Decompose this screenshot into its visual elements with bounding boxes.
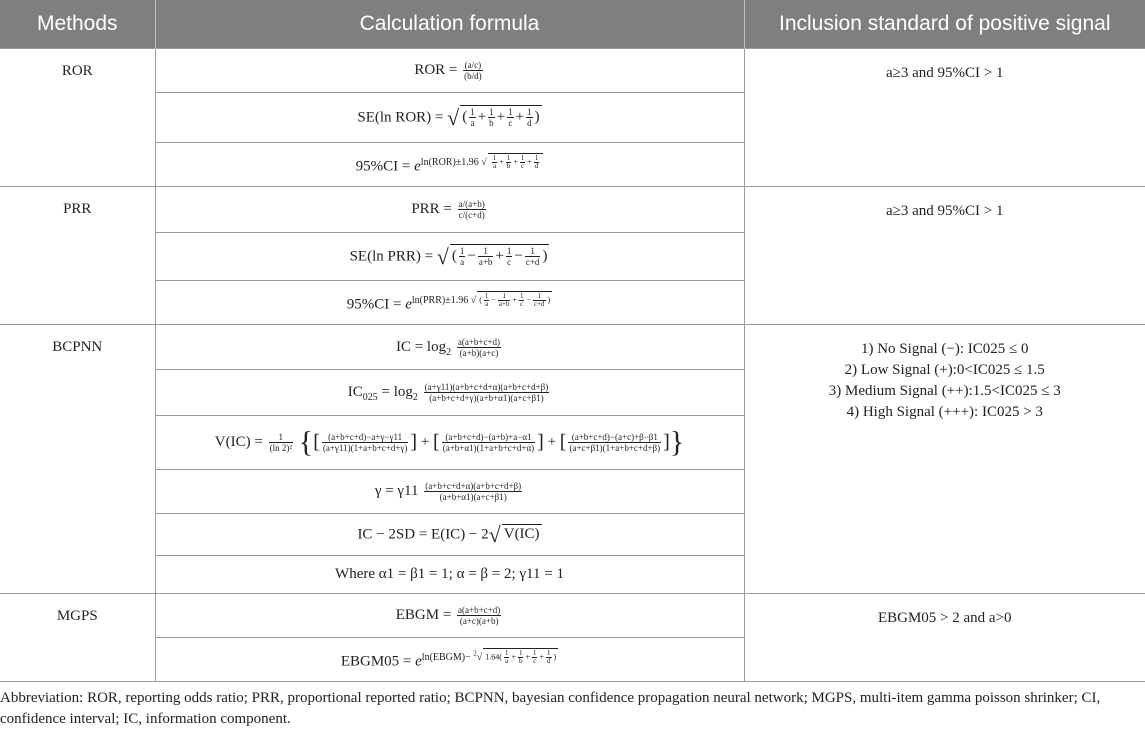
formula-se-ror [155, 93, 744, 143]
method-ror: ROR [0, 49, 155, 187]
formula-ror [155, 49, 744, 93]
formula-lhs: IC [348, 384, 363, 400]
formula-where: Where α1 = β1 = 1; α = β = 2; γ11 = 1 [155, 556, 744, 594]
standard-text: EBGM05 > 2 and a>0 [745, 608, 1145, 629]
sqrt-sign: √ [437, 244, 449, 269]
table-row [0, 49, 1145, 93]
formula-lhs: V(IC) = [215, 434, 263, 450]
formula-ic: IC = $\log_2$ $\frac{a(a+b+c+d)}{(a+b)(a+c)}$ [155, 325, 744, 370]
header-methods: Methods [0, 0, 155, 49]
fraction: $\frac{(a+b+c+d)-(a+c)+\beta-\beta 1}{(a+c+\beta 1)(1+a+b+c+d+\beta)}$ [568, 432, 661, 453]
formula-text: IC − 2SD = E(IC) − 2 [357, 526, 488, 542]
formula-lhs: PRR = [411, 201, 452, 217]
table-row [0, 187, 1145, 233]
method-prr: PRR [0, 187, 155, 325]
header-standard: Inclusion standard of positive signal [744, 0, 1145, 49]
formula-lhs: EBGM05 = [341, 654, 412, 670]
formula-lhs: SE(ln PRR) = [350, 248, 433, 264]
formula-lhs: EBGM = [396, 607, 452, 623]
formula-v-ic: V(IC) = $\frac{1}{\text{(ln 2)²}}$ {[ $\frac{(a+b+c+d)-a+\gamma-\gamma 11}{(a+\gamma 11)(1+a+b+c+d+\gamma)}$ ] + [ $\frac{(a+b+c+d)-(a+b)+a-\alpha 1}{(a+b+\alpha 1)(1+a+b+c+d+\alpha)}$ ] + [ $\frac{(a+b+c+d)-(a+c)+\beta-\beta 1}{(a+c+\beta 1)(1+a+b+c+d+\beta)}$ ]} [155, 416, 744, 470]
formula-ic025: $IC_{025} = \log_2$ $\frac{(a+\gamma 11)(a+b+c+d+\alpha)(a+b+c+d+\beta)}{(a+b+c+d+\gamma)(a+b+\alpha 1)(a+c+\beta 1)}$ [155, 370, 744, 416]
exponent: ln(EBGM)− [422, 652, 471, 663]
formula-prr [155, 187, 744, 233]
fraction: $\frac{(a/c)}{(b/d)}$ [463, 60, 483, 81]
sqrt-body: ( $\frac{1}{a}$ − $\frac{1}{a+b}$ + $\frac{1}{c}$ − $\frac{1}{c+d}$ ) [450, 244, 550, 267]
standard-text: a≥3 and 95%CI > 1 [745, 201, 1145, 222]
header-row [0, 0, 1145, 49]
standard-line: 1) No Signal (−): IC025 ≤ 0 [745, 339, 1145, 360]
standard-ror [744, 49, 1145, 187]
standard-bcpnn [744, 325, 1145, 594]
exponent: ln(ROR)±1.96 [421, 157, 479, 168]
standard-line: 2) Low Signal (+):0<IC025 ≤ 1.5 [745, 360, 1145, 381]
sqrt-sign: √ [447, 105, 459, 130]
formula-lhs: ROR = [414, 62, 457, 78]
formula-ci-ror: $95\%CI = e^{ln(ROR)\pm 1.96 √ \frac{1}{a} + \frac{1}{b} + \frac{1}{c} + \frac{1}{d}}$ [155, 143, 744, 187]
formula-lhs: 95%CI = [356, 159, 411, 175]
sqrt-body: V(IC) [502, 524, 542, 543]
standard-prr [744, 187, 1145, 325]
standard-text: a≥3 and 95%CI > 1 [745, 63, 1145, 84]
fraction: $\frac{a/(a+b)}{c/(c+d)}$ [458, 199, 486, 220]
fraction: $\frac{(a+b+c+d)-(a+b)+a-\alpha 1}{(a+b+\alpha 1)(1+a+b+c+d+\alpha)}$ [442, 432, 535, 453]
sqrt-sign: √ [489, 522, 501, 547]
standard-line: 4) High Signal (+++): IC025 > 3 [745, 402, 1145, 423]
formula-lhs: γ = γ11 [375, 483, 419, 499]
standard-mgps [744, 594, 1145, 682]
formula-ic-2sd [155, 514, 744, 556]
table-row [0, 594, 1145, 638]
fraction: $\frac{(a+b+c+d+\alpha)(a+b+c+d+\beta)}{(a+b+\alpha 1)(a+c+\beta 1)}$ [424, 481, 522, 502]
method-mgps: MGPS [0, 594, 155, 682]
formula-lhs: SE(ln ROR) = [357, 109, 443, 125]
formula-se-prr [155, 233, 744, 281]
formula-ebgm [155, 594, 744, 638]
abbreviation-footnote: Abbreviation: ROR, reporting odds ratio; PRR, proportional reported ratio; BCPNN, bayesian confidence propagation neural network; MGPS, multi-item gamma poisson shrinker; CI, confidence interval; IC, information component. [0, 682, 1145, 730]
exponent: ln(PRR)±1.96 [412, 295, 468, 306]
formula-ebgm05: EBGM05 = $e^{ln(EBGM)- ^2√ 1.64( \frac{1}{a} + \frac{1}{b} + \frac{1}{c} + \frac{1}{d} )}$ [155, 638, 744, 682]
fraction: $\frac{a(a+b+c+d)}{(a+c)(a+b)}$ [457, 605, 501, 626]
formula-gamma [155, 470, 744, 514]
formula-lhs: 95%CI = [347, 297, 402, 313]
formula-lhs: IC = log [396, 338, 446, 354]
header-formula: Calculation formula [155, 0, 744, 49]
formula-ci-prr: $95\%CI = e^{ln(PRR)\pm 1.96 √ ( \frac{1}{a} - \frac{1}{a+b} + \frac{1}{c} - \frac{1}{c+d} )}$ [155, 281, 744, 325]
sqrt-body: ( $\frac{1}{a}$ + $\frac{1}{b}$ + $\frac{1}{c}$ + $\frac{1}{d}$ ) [460, 105, 541, 128]
fraction: $\frac{(a+b+c+d)-a+\gamma-\gamma 11}{(a+\gamma 11)(1+a+b+c+d+\gamma)}$ [322, 432, 409, 453]
method-bcpnn: BCPNN [0, 325, 155, 594]
standard-line: 3) Medium Signal (++):1.5<IC025 ≤ 3 [745, 381, 1145, 402]
fraction: $\frac{(a+\gamma 11)(a+b+c+d+\alpha)(a+b+c+d+\beta)}{(a+b+c+d+\gamma)(a+b+\alpha 1)(a+c+\beta 1)}$ [424, 382, 550, 403]
fraction: $\frac{a(a+b+c+d)}{(a+b)(a+c)}$ [457, 337, 501, 358]
table-row [0, 325, 1145, 370]
